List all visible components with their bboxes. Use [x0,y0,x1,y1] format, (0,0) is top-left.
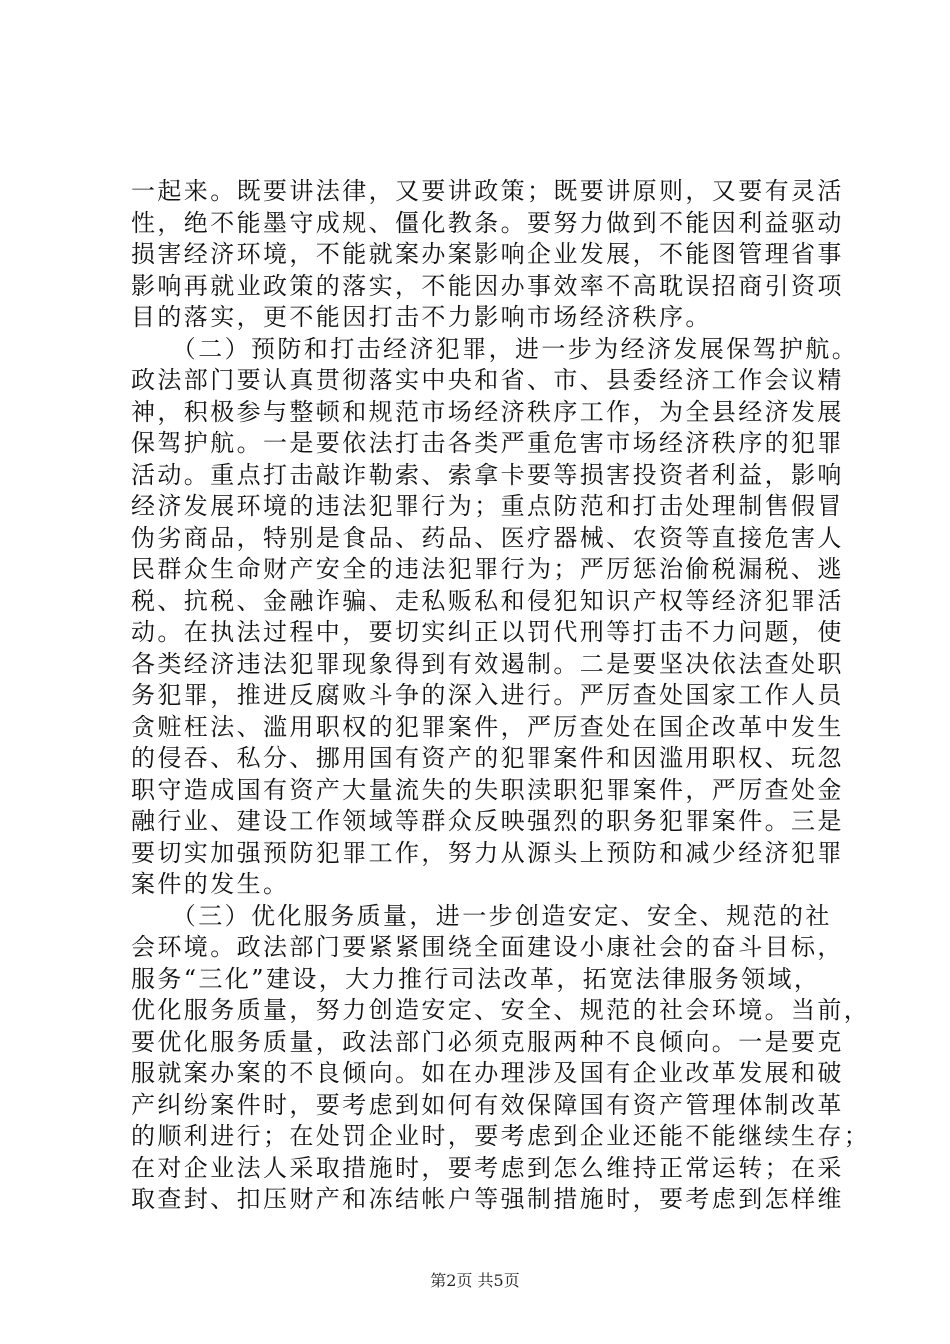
text-line: 影响再就业政策的落实，不能因办事效率不高耽误招商引资项 [131,271,844,300]
text-line: 产纠纷案件时，要考虑到如何有效保障国有资产管理体制改革 [131,1090,844,1119]
text-line: 的顺利进行；在处罚企业时，要考虑到企业还能不能继续生存； [131,1122,871,1150]
text-line: （二）预防和打击经济犯罪，进一步为经济发展保驾护航。 [131,334,859,363]
text-line: （三）优化服务质量，进一步创造安定、安全、规范的社 [131,901,832,930]
text-line: 各类经济违法犯罪现象得到有效遏制。二是要坚决依法查处职 [131,649,844,678]
text-line: 动。在执法过程中，要切实纠正以罚代刑等打击不力问题，使 [131,618,844,646]
text-line: 一起来。既要讲法律，又要讲政策；既要讲原则，又要有灵活 [131,177,844,205]
text-line: 经济发展环境的违法犯罪行为；重点防范和打击处理制售假冒 [131,492,844,520]
text-line: 务犯罪，推进反腐败斗争的深入进行。严厉查处国家工作人员 [131,681,844,709]
page-number: 第2页 共5页 [430,1271,520,1290]
text-line: 目的落实，更不能因打击不力影响市场经济秩序。 [131,303,712,331]
text-line: 政法部门要认真贯彻落实中央和省、市、县委经济工作会议精 [131,366,844,394]
text-line: 职守造成国有资产大量流失的失职渎职犯罪案件，严厉查处金 [131,775,844,804]
text-line: 活动。重点打击敲诈勒索、索拿卡要等损害投资者利益，影响 [131,460,844,489]
text-line: 服就案办案的不良倾向。如在办理涉及国有企业改革发展和破 [131,1059,844,1087]
text-line: 民群众生命财产安全的违法犯罪行为；严厉惩治偷税漏税、逃 [131,555,844,583]
text-line: 贪赃枉法、滥用职权的犯罪案件，严厉查处在国企改革中发生 [131,712,844,741]
text-line: 案件的发生。 [131,870,290,898]
text-line: 融行业、建设工作领域等群众反映强烈的职务犯罪案件。三是 [131,807,844,835]
text-line: 性，绝不能墨守成规、僵化教条。要努力做到不能因利益驱动 [131,208,844,237]
page-footer [0,1271,950,1291]
text-line: 优化服务质量，努力创造安定、安全、规范的社会环境。当前， [131,996,871,1024]
text-line: 保驾护航。一是要依法打击各类严重危害市场经济秩序的犯罪 [131,429,844,457]
text-line: 取查封、扣压财产和冻结帐户等强制措施时，要考虑到怎样维 [131,1185,844,1213]
text-line: 损害经济环境，不能就案办案影响企业发展，不能图管理省事 [131,240,844,268]
text-line: 要优化服务质量，政法部门必须克服两种不良倾向。一是要克 [131,1027,844,1056]
text-line: 会环境。政法部门要紧紧围绕全面建设小康社会的奋斗目标， [131,933,844,961]
text-line: 服务“三化”建设，大力推行司法改革，拓宽法律服务领域， [131,964,821,993]
text-line: 的侵吞、私分、挪用国有资产的犯罪案件和因滥用职权、玩忽 [131,744,844,772]
text-line: 神，积极参与整顿和规范市场经济秩序工作，为全县经济发展 [131,397,844,426]
text-line: 要切实加强预防犯罪工作，努力从源头上预防和减少经济犯罪 [131,838,844,867]
text-line: 伪劣商品，特别是食品、药品、医疗器械、农资等直接危害人 [131,523,844,552]
text-line: 税、抗税、金融诈骗、走私贩私和侵犯知识产权等经济犯罪活 [131,586,844,615]
document-body [131,176,871,1216]
text-line: 在对企业法人采取措施时，要考虑到怎么维持正常运转；在采 [131,1153,844,1182]
